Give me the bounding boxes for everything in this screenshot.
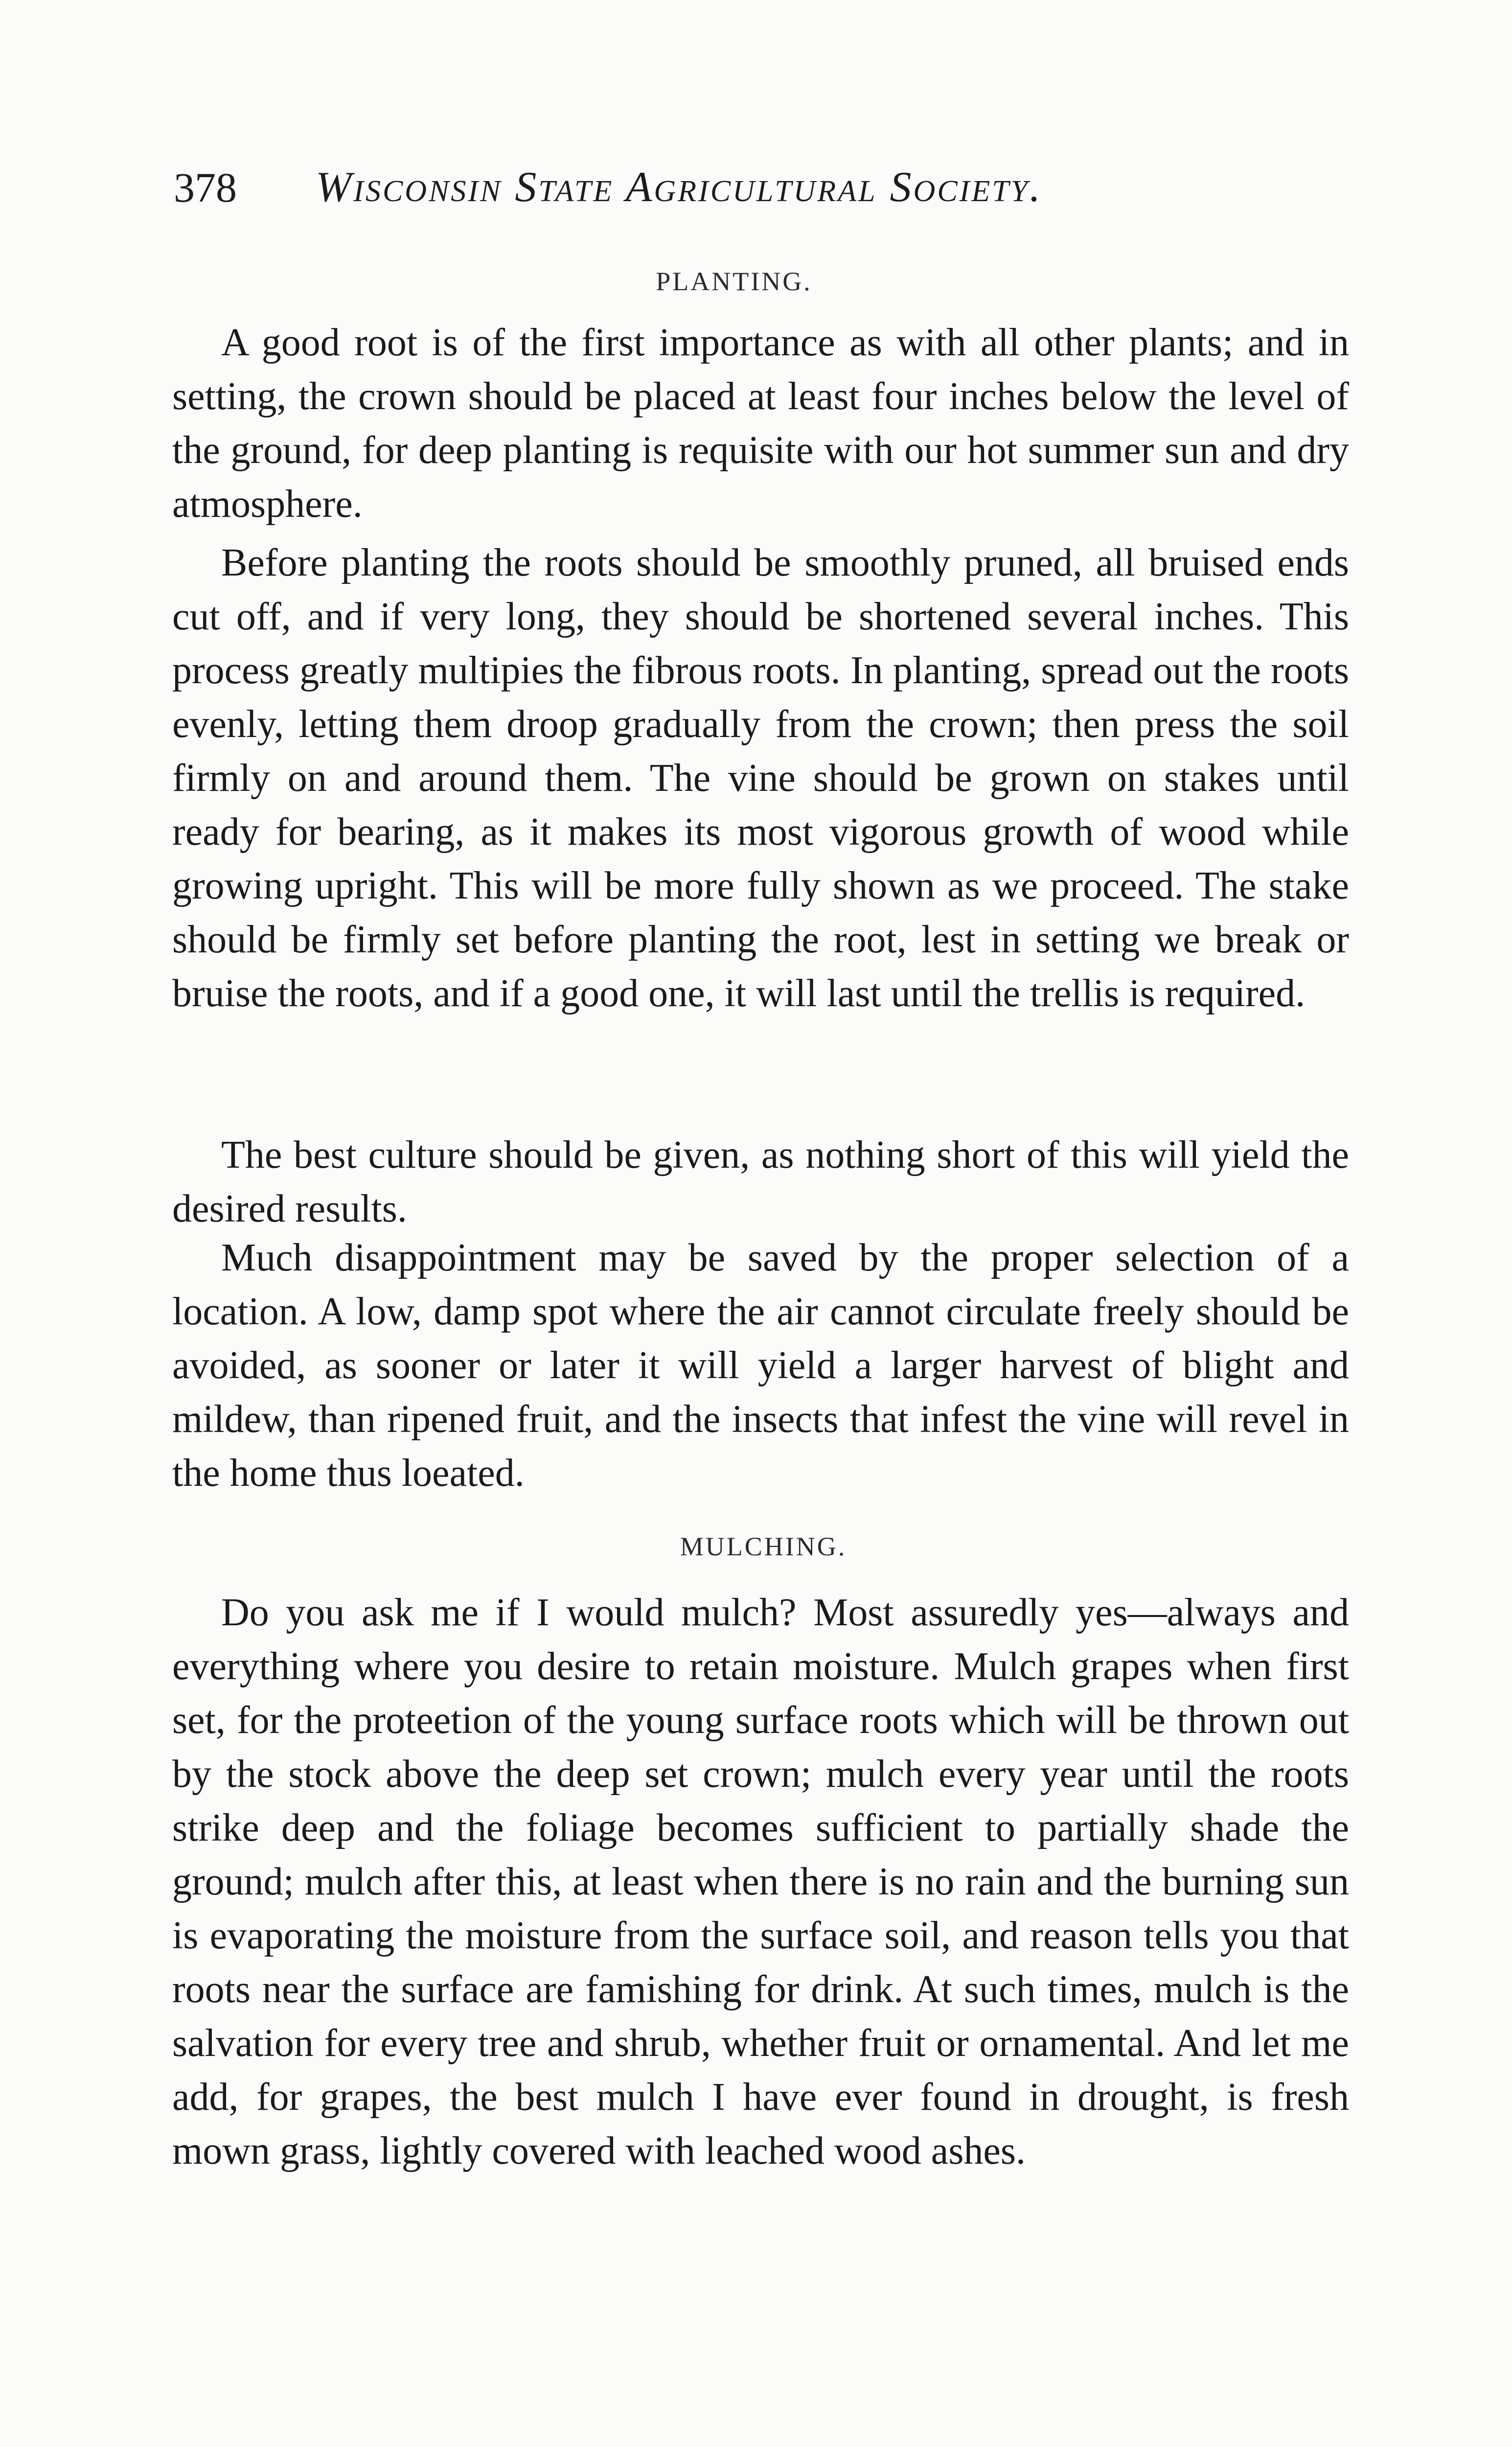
paragraph-planting-1: A good root is of the first importance as with all other plants; and in setting, the crown should be placed at least four inches below the level of the ground, for deep planting is requisite with our hot summer sun and dry atmosphere. [172, 321, 1349, 526]
paragraph-planting-2: Before planting the roots should be smoothly pruned, all bruised ends cut off, and if very long, they should be shortened several inches. This process greatly multipies the fibrous roots. In planting, spread out the roots evenly, letting them droop gradually from the crown; then press the soil firmly on and around them. The vine should be grown on stakes until ready for bearing, as it makes its most vigorous growth of wood while growing upright. This will be more fully shown as we proceed. The stake should be firmly set before planting the root, lest in setting we break or bruise the roots, and if a good one, it will last until the trellis is required. [172, 541, 1349, 1015]
paragraph-mulching-1: Do you ask me if I would mulch? Most assuredly yes—always and everything where you desire to retain moisture. Mulch grapes when first set, for the proteetion of the young surface roots which will be thrown out by the stock above the deep set crown; mulch every year until the roots strike deep and the foliage becomes sufficient to partially shade the ground; mulch after this, at least when there is no rain and the burning sun is evaporating the moisture from the surface soil, and reason tells you that roots near the surface are famishing for drink. At such times, mulch is the salvation for every tree and shrub, whether fruit or ornamental. And let me add, for grapes, the best mulch I have ever found in drought, is fresh mown grass, lightly covered with leached wood ashes. [172, 1591, 1349, 2172]
paragraph-planting-4: Much disappointment may be saved by the proper selection of a location. A low, damp spot where the air cannot circulate freely should be avoided, as sooner or later it will yield a larger harvest of blight and mildew, than ripened fruit, and the insects that infest the vine will revel in the home thus loeated. [172, 1236, 1349, 1495]
section-heading-planting: PLANTING. [656, 267, 812, 296]
page-number: 378 [174, 164, 237, 211]
running-head [174, 156, 1358, 219]
paragraph-planting-3: The best culture should be given, as nothing short of this will yield the desired results. [172, 1133, 1349, 1230]
running-title: Wisconsin State Agricultural Society. [316, 163, 1043, 211]
section-heading-mulching: MULCHING. [680, 1532, 847, 1561]
